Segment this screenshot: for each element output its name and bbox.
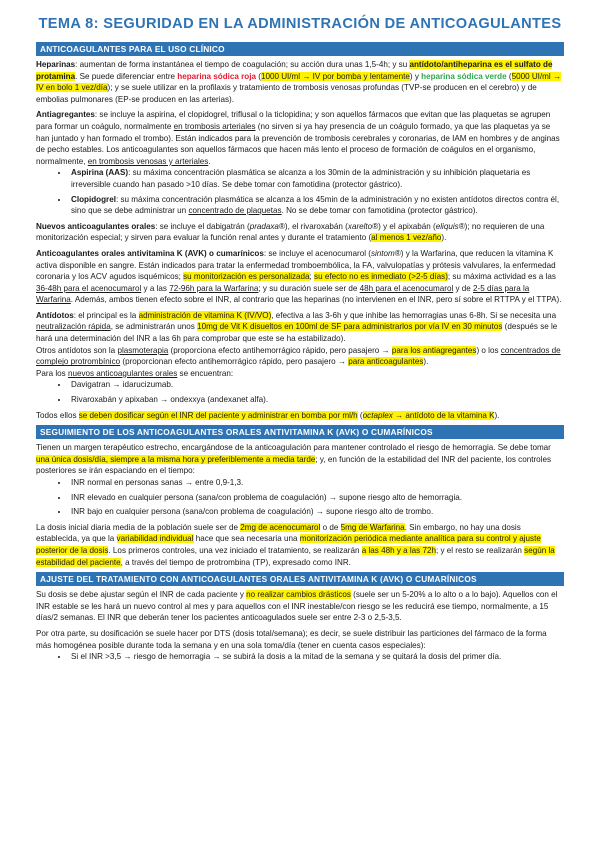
text: ; y el resto se realizarán <box>435 545 525 555</box>
text: y a las <box>141 283 170 293</box>
highlight: → antídoto de la vitamina K <box>392 410 495 420</box>
underlined: neutralización rápida <box>36 322 111 332</box>
text: ). <box>441 233 447 243</box>
term: Antídotos <box>36 310 74 320</box>
list-ajuste <box>36 651 564 663</box>
list-item: • INR bajo en cualquier persona (sana/con problema de coagulación) → supone riesgo alto de trombo. <box>69 506 564 518</box>
text: : el principal es la <box>73 310 139 320</box>
underlined: nuevos anticoagulantes orales <box>67 368 178 378</box>
paragraph-nuevos-anticoagulantes <box>36 221 564 244</box>
brand: pradaxa® <box>249 221 285 231</box>
section-header-uso-clinico: ANTICOAGULANTES PARA EL USO CLÍNICO <box>36 42 564 56</box>
text: ) y la Warfarina, que reducen la vitamina K activa disponible en sangre. Están indicados para tratar la enfermedad tromboembólica, la FA, valvulopatías y prótesis valvulares, la enfermedad coronaria y los ACV agudos isquémicos; <box>36 248 556 282</box>
paragraph-antidotos <box>36 310 564 345</box>
underlined: 36-48h para el acenocumarol <box>36 283 142 293</box>
underlined: concentrado de plaquetas <box>188 206 282 216</box>
text: y de <box>453 283 474 293</box>
text: , a través del tiempo de protrombina (TP), expresado como INR. <box>120 557 351 567</box>
paragraph-heparinas <box>36 59 564 105</box>
text: ( <box>506 71 512 81</box>
text: La dosis inicial diaria media de la población suele ser de <box>36 522 241 532</box>
highlight: al menos 1 vez/año <box>371 233 442 243</box>
list-item: • INR elevado en cualquier persona (sana/con problema de coagulación) → supone riesgo alto de hemorragia. <box>69 492 564 504</box>
text: : su máxima concentración plasmática se alcanza a los 45min de la administración y no existen antídotos directos contra él, sino que se debe administrar un <box>71 194 560 216</box>
underlined: en trombosis venosas y arteriales <box>87 156 209 166</box>
highlight: 2mg de acenocumarol <box>240 522 321 532</box>
paragraph-dosis-inicial <box>36 522 564 568</box>
text: ); no requieren de una monitorización especial; y sirven para evaluar la función renal antes y durante el tratamiento ( <box>36 221 545 243</box>
highlight: no realizar cambios drásticos <box>246 590 351 600</box>
brand: eliquis® <box>435 221 465 231</box>
list-item <box>69 194 564 217</box>
heparina-verde: heparina sódica verde <box>421 71 507 81</box>
text: ), el rivaroxabán ( <box>284 221 348 231</box>
highlight: se deben dosificar según el INR del paciente y administrar en bomba por ml/h <box>78 410 358 420</box>
highlight: administración de vitamina K (IV/VO) <box>138 310 272 320</box>
text: : su máxima concentración plasmática se alcanza a los 30min de la administración y su inhibición plaquetaria es irreversible cuando han pasado >10 días. Se debe tomar con famotidina (protector gástrico). <box>71 168 531 189</box>
page-title: TEMA 8: SEGURIDAD EN LA ADMINISTRACIÓN DE ANTICOAGULANTES <box>38 16 562 32</box>
section-header-ajuste: AJUSTE DEL TRATAMIENTO CON ANTICOAGULANTES ORALES ANTIVITAMINA K (AVK) O CUMARÍNICOS <box>36 572 564 586</box>
list-antidotos <box>36 379 564 405</box>
text: (no sirven si ya hay presencia de un coágulo formado, ya que las plaquetas ya se han juntado y han formado el trombo). Están indicados para la prevención de trombosis cerebrales y coronarias, de IAM en hombres y de anginas de pecho estables. Los anticoagulantes son aquellos fármacos que hacen más lento el proceso de formación de coágulos en el organismo, normalmente, <box>36 121 560 166</box>
text: . Los primeros controles, una vez iniciado el tratamiento, se realizarán <box>108 545 362 555</box>
paragraph-avk <box>36 248 564 306</box>
paragraph-dts: Por otra parte, su dosificación se suele hacer por DTS (dosis total/semana); es decir, se suele distribuir las particiones del fármaco de la forma más homogénea posible durante toda la semana y en una sola toma/día (tener en cuenta casos especiales): <box>36 628 547 650</box>
term: Aspirina (AAS) <box>71 168 129 178</box>
list-item: • Si el INR >3,5 → riesgo de hemorragia → se subirá la dosis a la mitad de la semana y se quitará la dosis del primer día. <box>69 651 564 663</box>
text: Otros antídotos son la <box>36 345 118 355</box>
term: Clopidogrel <box>71 194 116 204</box>
text: . <box>208 156 211 166</box>
term-antiagregantes: Antiagregantes <box>36 110 95 120</box>
text: ) y el apixabán ( <box>378 221 436 231</box>
text: se encuentran: <box>177 368 234 378</box>
text: Todos ellos <box>36 410 79 420</box>
brand: xarelto® <box>347 221 379 231</box>
text: ; <box>309 272 315 282</box>
paragraph-antiagregantes <box>36 109 564 167</box>
highlight: 5000 UI/ml → IV en bolo 1 vez/día <box>36 71 562 93</box>
text: ; su máxima actividad es a las <box>447 272 556 282</box>
paragraph-nuevos-antidotos <box>36 368 564 380</box>
text: : se incluye la aspirina, el clopidogrel, triflusal o la ticlopidina; y son aquellos fármacos que evitan que las plaquetas se agrupen para formar un coágulo, normalmente <box>36 110 551 131</box>
text: ); y se suele utilizar en la profilaxis y tratamiento de trombosis venosas profundas (TVP-se producen en el cerebro) y de embolias pulmonares (EP-se producen en las arterias). <box>36 83 537 104</box>
text: ( <box>357 410 363 420</box>
text: , se administrarán unos <box>110 322 198 332</box>
heparina-roja: heparina sódica roja <box>177 71 256 81</box>
brand: sintom® <box>370 248 401 258</box>
highlight: su monitorización es personalizada <box>183 272 310 282</box>
term: Anticoagulantes orales antivitamina K (AVK) o cumarínicos <box>36 248 264 258</box>
text: ( <box>256 71 261 81</box>
highlight: monitorización periódica mediante analítica para su control y ajuste posterior de la dosis <box>36 534 541 555</box>
highlight: para los antiagregantes <box>391 345 477 355</box>
paragraph-ajuste <box>36 589 564 624</box>
underlined: en trombosis arteriales <box>173 121 256 131</box>
section-header-seguimiento: SEGUIMIENTO DE LOS ANTICOAGULANTES ORALES ANTIVITAMINA K (AVK) O CUMARÍNICOS <box>36 425 564 439</box>
highlight: su efecto no es inmediato (>2-5 días) <box>314 272 448 282</box>
underlined: plasmoterapia <box>117 345 169 355</box>
text: Tienen un margen terapéutico estrecho, encargándose de la anticoagulación para mantener controlado el riesgo de hemorragia. Se debe tomar <box>36 443 551 453</box>
term-heparinas: Heparinas <box>36 60 76 69</box>
highlight: una única dosis/día, siempre a la misma hora y preferiblemente a media tarde <box>36 454 316 464</box>
paragraph-seguimiento <box>36 442 564 477</box>
paragraph-todos-ellos <box>36 410 564 422</box>
list-item: • INR normal en personas sanas → entre 0,9-1,3. <box>69 477 564 489</box>
highlight: 10mg de Vit K disueltos en 100ml de SF para administrarlos por vía IV en 30 minutos <box>197 322 503 332</box>
text: (después se le hará una determinación del INR a las 6h para comprobar que este se ha estabilizado). <box>36 322 558 344</box>
text: Su dosis se debe ajustar según el INR de cada paciente y <box>36 590 247 600</box>
highlight: según la estabilidad del paciente <box>36 545 555 567</box>
text: : se incluye el acenocumarol ( <box>263 248 371 258</box>
text: (proporcionan efecto antihemorrágico rápido, pero pasajero → <box>120 357 349 367</box>
highlight: a las 48h y a las 72h <box>361 545 436 555</box>
underlined: concentrados de complejo protrombínico <box>36 345 561 367</box>
text: hace que sea necesaria una <box>193 534 300 544</box>
highlight: 1000 UI/ml → IV por bomba y lentamente <box>260 71 410 81</box>
text: ; y, en función de la estabilidad del INR del paciente, los controles posteriores se irán espaciando en el tiempo: <box>36 454 551 476</box>
text: ) o los <box>476 345 501 355</box>
text: . Además, ambos tienen efecto sobre el INR, al contrario que las heparinas (no intervienen en el INR, pero sí sobre el RTTPA y el TTPA). <box>70 295 562 305</box>
text: ). <box>494 410 500 420</box>
underlined: 2-5 días para la Warfarina <box>36 283 530 305</box>
text: . Sin embargo, no hay una dosis establecida, ya que la <box>36 522 521 544</box>
underlined: 48h para el acenocumarol <box>359 283 454 293</box>
text: . No se debe tomar con famotidina (protector gástrico). <box>281 206 478 216</box>
paragraph-otros-antidotos <box>36 345 564 368</box>
text: ; y su duración suele ser de <box>258 283 360 293</box>
text: : aumentan de forma instantánea el tiempo de coagulación; su acción dura unas 1,5-4h; y su <box>75 60 410 69</box>
text: . Se puede diferenciar entre <box>75 71 178 81</box>
highlight: antídoto/antiheparina es el sulfato de protamina <box>36 60 553 81</box>
brand: octaplex <box>362 410 393 420</box>
list-inr <box>36 477 564 518</box>
text: : se incluye el dabigatrán ( <box>155 221 250 231</box>
list-item: • Rivaroxabán y apixaban → ondexxya (andexanet alfa). <box>69 394 564 406</box>
list-item: • Davigatran → idarucizumab. <box>69 379 564 391</box>
list-item <box>69 167 564 190</box>
text: , efectiva a las 3-6h y que inhibe las hemorragias unas 6-8h. Si se necesita una <box>271 310 557 320</box>
text: o de <box>320 522 341 532</box>
text: ). <box>423 357 429 367</box>
text: Para los <box>36 368 68 378</box>
highlight: 5mg de Warfarina <box>340 522 405 532</box>
highlight: para anticoagulantes <box>348 357 424 367</box>
term: Nuevos anticoagulantes orales <box>36 221 156 231</box>
text: (suele ser un 5-20% a lo alto o a lo bajo). Aquellos con el INR estable se les hará un nuevo control al mes y para aquellos con el INR inestable/con riesgo se les reducirá ese tiempo, normalmente, a 15 días/2 semanas. El INR que deberán tener los pacientes anticoagulados suele ser entre 2-3 o 2,5-3,5. <box>36 590 558 623</box>
underlined: 72-96h para la Warfarina <box>169 283 259 293</box>
highlight: variabilidad individual <box>116 534 194 544</box>
text: (proporciona efecto antihemorrágico rápido, pero pasajero → <box>168 345 392 355</box>
text: ) y <box>409 71 422 81</box>
list-antiagregantes <box>36 167 564 216</box>
